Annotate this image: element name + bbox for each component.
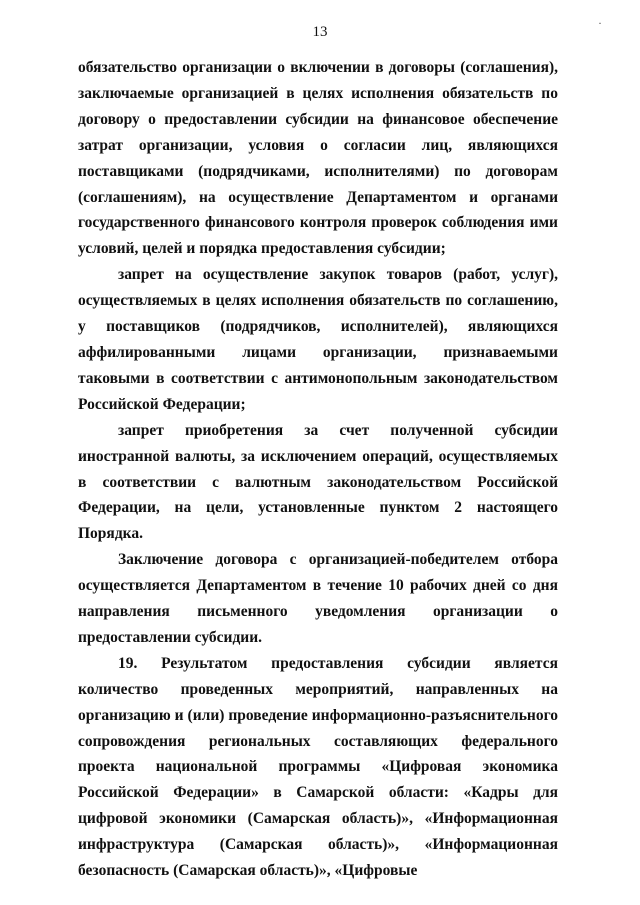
paragraph-19-result: 19. Результатом предоставления субсидии является количество проведенных мероприятий, направленных на организацию и (или) проведение информационно-разъяснительного сопровождения региональных составляющих федерального проекта национальной программы «Цифровая экономика Российской Федерации» в Самарской области: «Кадры для цифровой экономики (Самарская область)», «Информационная инфраструктура (Самарская область)», «Информационная безопасность (Самарская область)», «Цифровые — [78, 654, 558, 880]
paragraph-obligation: обязательство организации о включении в договоры (соглашения), заключаемые организацией в целях исполнения обязательств по договору о предоставлении субсидии на финансовое обеспечение затрат организации, условия о согласии лиц, являющихся поставщиками (подрядчиками, исполнителями) по договорам (соглашениям), на осуществление Департаментом и органами государственного финансового контроля проверок соблюдения ими условий, целей и порядка предоставления субсидии; — [78, 59, 558, 258]
paragraph-contract-conclusion: Заключение договора с организацией-победителем отбора осуществляется Департаментом в течение 10 рабочих дней со дня направления письменного уведомления организации о предоставлении субсидии. — [78, 551, 558, 646]
scan-mark: · — [598, 16, 602, 30]
paragraph-currency-ban: запрет приобретения за счет полученной субсидии иностранной валюты, за исключением операций, осуществляемых в соответствии с валютным законодательством Российской Федерации, на цели, установленные пунктом 2 настоящего Порядка. — [78, 421, 558, 543]
page-number: 13 — [312, 24, 328, 40]
paragraph-procurement-ban: запрет на осуществление закупок товаров (работ, услуг), осуществляемых в целях исполнения обязательств по соглашению, у поставщиков (подрядчиков, исполнителей), являющихся аффилированными лицами организации, признаваемыми таковыми в соответствии с антимонопольным законодательством Российской Федерации; — [78, 266, 558, 413]
document-body — [78, 55, 558, 884]
